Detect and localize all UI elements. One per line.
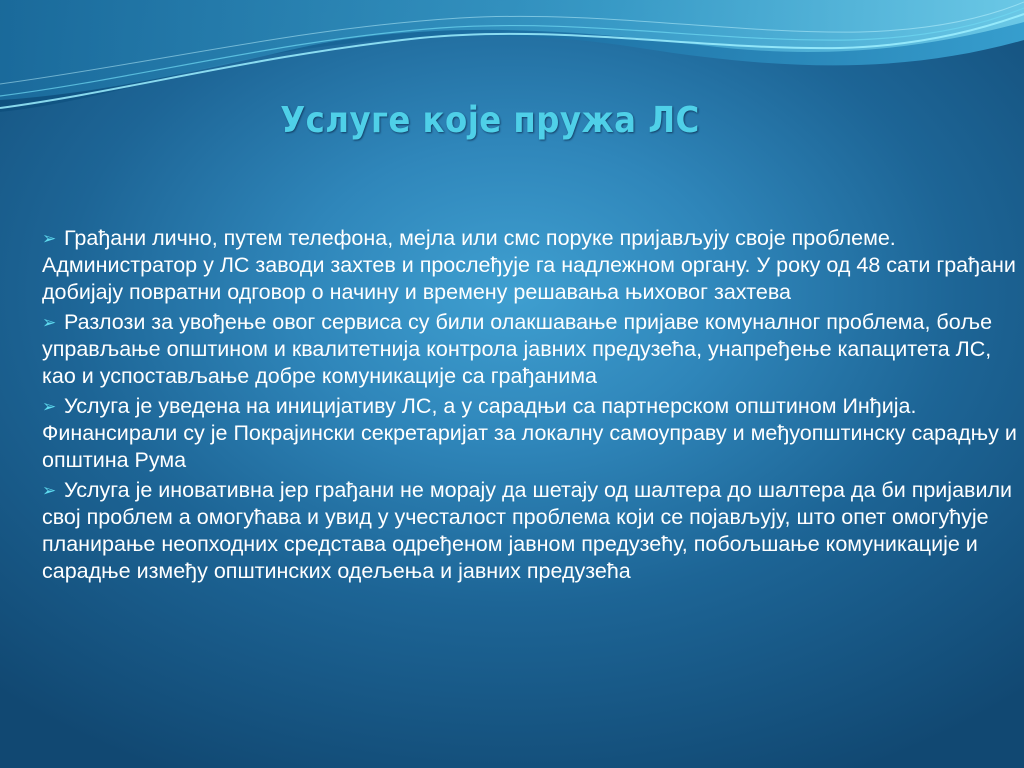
bullet-item — [42, 393, 1017, 474]
chevron-right-arrow-icon: ➢ — [42, 481, 57, 500]
bullet-item — [42, 225, 1017, 306]
chevron-right-arrow-icon: ➢ — [42, 397, 57, 416]
chevron-right-arrow-icon: ➢ — [42, 313, 57, 332]
bullet-text: Услуга је иновативна јер грађани не морају да шетају од шалтера до шалтера да би пријавили свој проблем а омогућава и увид у учесталост проблема који се појављују, што опет омогућује планирање неопходних средстава одређеном јавном предузећу, побољшање комуникације и сарадње између општинских одељења и јавних предузећа — [42, 478, 1013, 583]
bullet-text: Грађани лично, путем телефона, мејла или смс поруке пријављују своје проблеме. Администратор у ЛС заводи захтев и прослеђује га надлежном органу. У року од 48 сати грађани добијају повратни одговор о начину и времену решавања њиховог захтева — [42, 226, 1016, 304]
bullet-item — [42, 477, 1017, 585]
chevron-right-arrow-icon: ➢ — [42, 229, 57, 248]
bullet-item — [42, 309, 1017, 390]
bullet-text: Услуга је уведена на иницијативу ЛС, а у сарадњи са партнерском општином Инђија. Финансирали су је Покрајински секретаријат за локалну самоуправу и међуопштинску сарадњу и општина Рума — [42, 394, 1017, 472]
slide-title: Услуге које пружа ЛС — [280, 100, 700, 141]
bullet-text: Разлози за увођење овог сервиса су били олакшавање пријаве комуналног проблема, боље управљање општином и квалитетнија контрола јавних предузећа, унапређење капацитета ЛС, као и успостављање добре комуникације са грађанима — [42, 310, 993, 388]
bullet-list — [42, 225, 1017, 588]
